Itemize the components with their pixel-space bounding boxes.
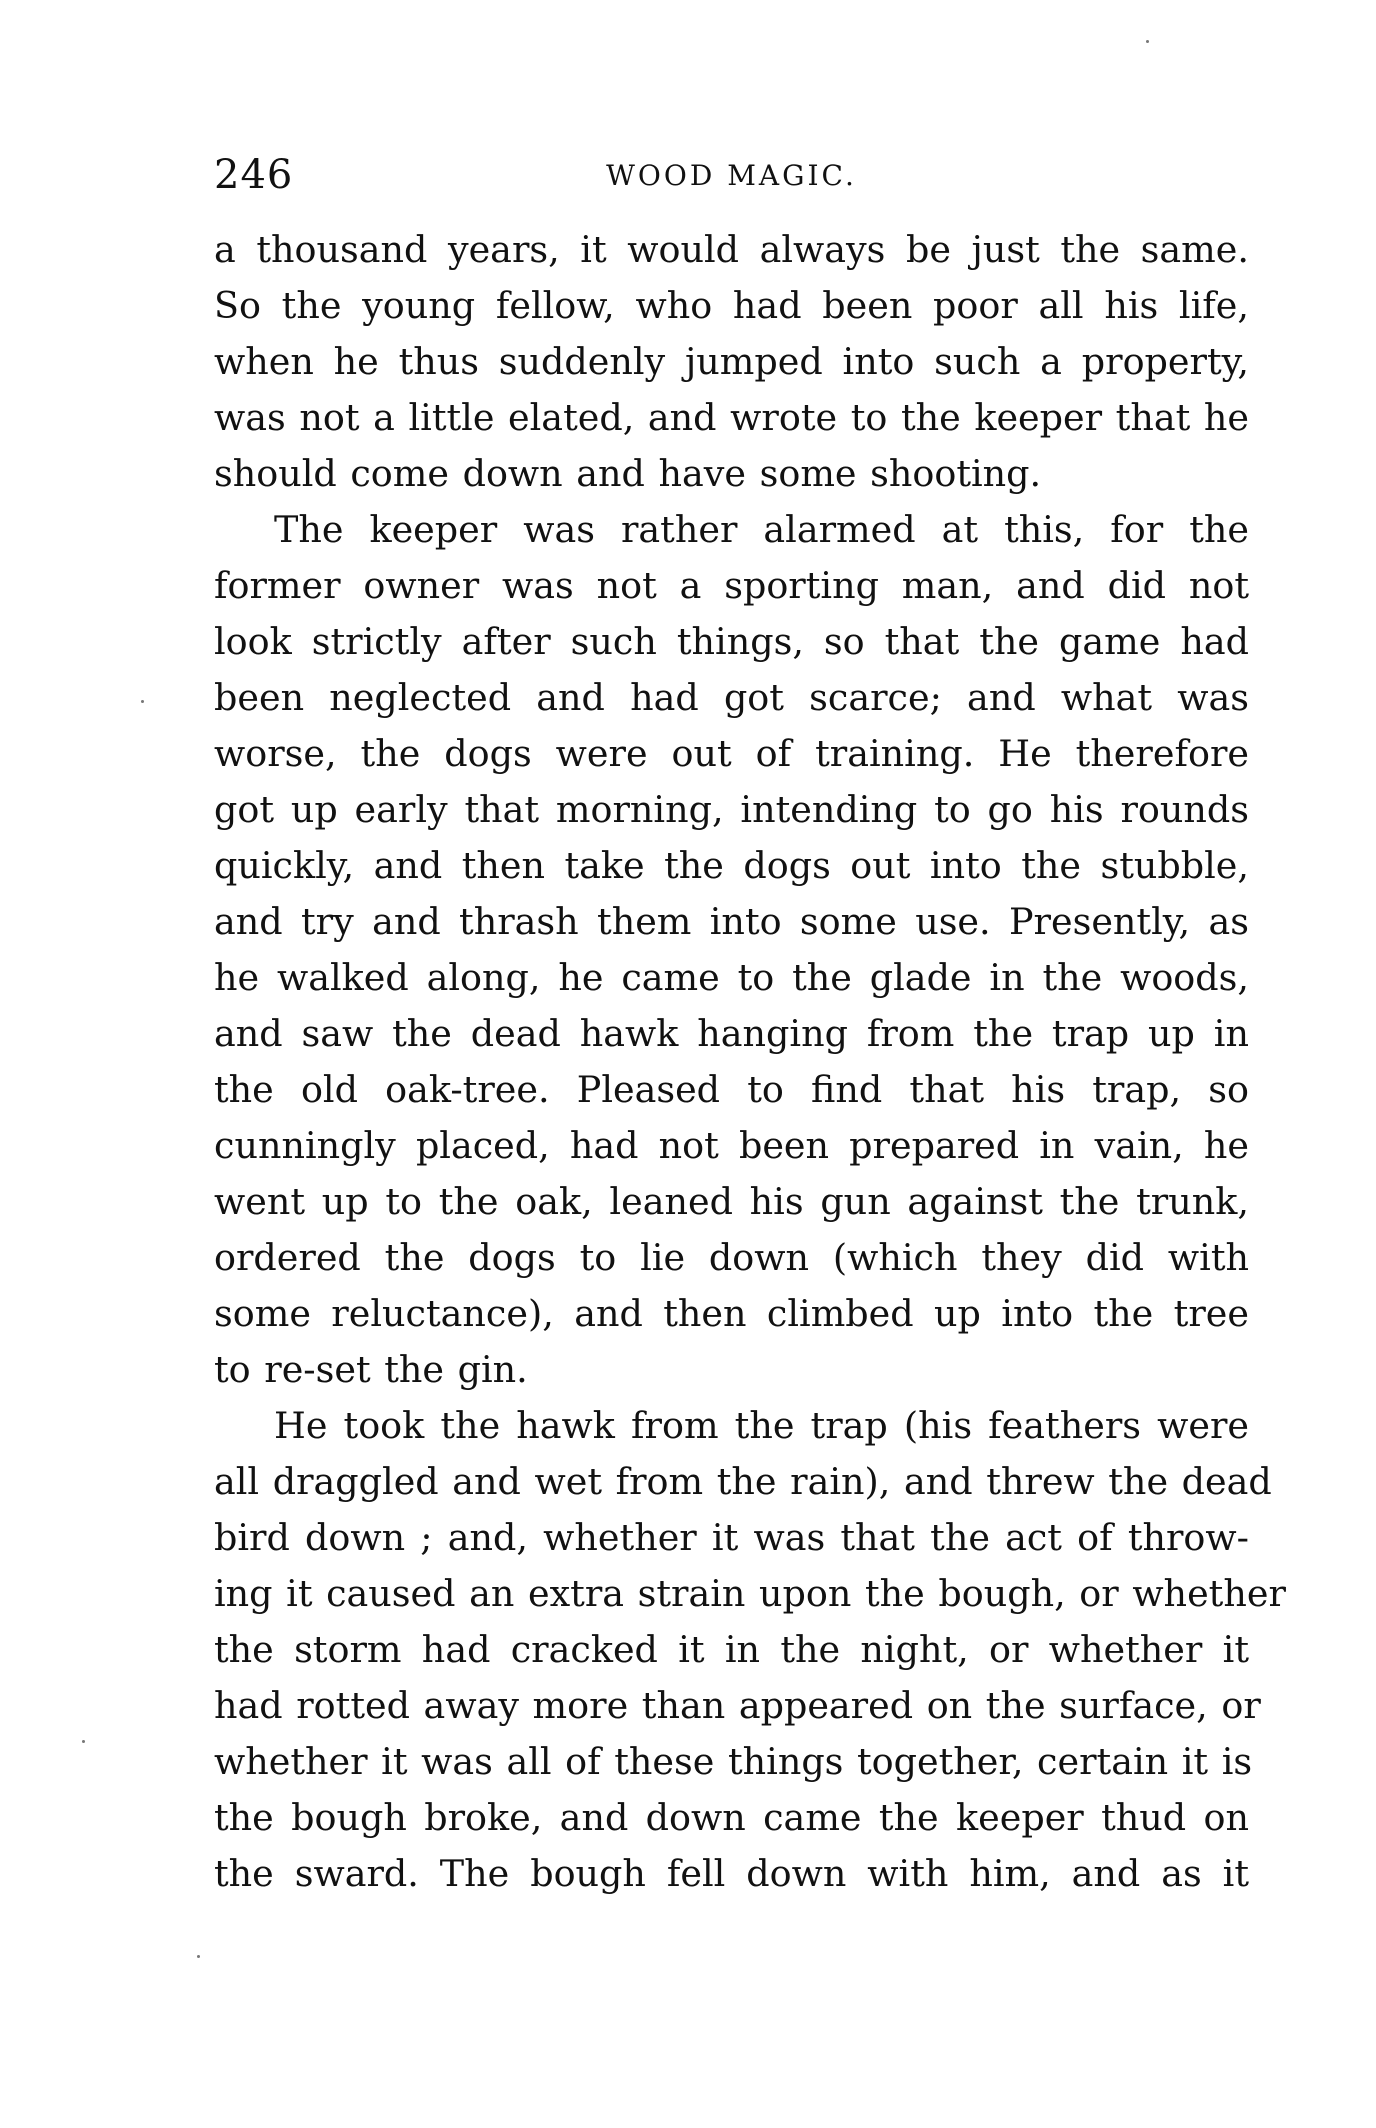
- text-line: the bough broke, and down came the keeper thud on: [214, 1796, 1249, 1839]
- text-line: was not a little elated, and wrote to the keeper that he: [214, 396, 1249, 439]
- text-line: the sward. The bough fell down with him, and as it: [214, 1852, 1249, 1895]
- paragraph-3: [214, 1398, 1286, 1902]
- body-text: [214, 222, 1286, 1902]
- text-line: So the young fellow, who had been poor all his life,: [214, 284, 1249, 327]
- text-line: ing it caused an extra strain upon the bough, or whether: [214, 1572, 1286, 1615]
- text-line: bird down ; and, whether it was that the act of throw-: [214, 1516, 1249, 1559]
- text-line: The keeper was rather alarmed at this, for the: [274, 508, 1249, 551]
- scan-speck: [197, 1955, 200, 1958]
- scan-speck: [82, 1740, 85, 1743]
- text-line: a thousand years, it would always be just the same.: [214, 228, 1249, 271]
- running-head: [214, 150, 1249, 200]
- text-line: ordered the dogs to lie down (which they did with: [214, 1236, 1249, 1279]
- scan-speck: [1146, 40, 1149, 43]
- text-line: when he thus suddenly jumped into such a property,: [214, 340, 1249, 383]
- paragraph-1: [214, 222, 1249, 502]
- text-line: and saw the dead hawk hanging from the trap up in: [214, 1012, 1249, 1055]
- text-line: the storm had cracked it in the night, or whether it: [214, 1628, 1249, 1671]
- text-line: former owner was not a sporting man, and did not: [214, 564, 1249, 607]
- text-line: got up early that morning, intending to go his rounds: [214, 788, 1249, 831]
- text-line: He took the hawk from the trap (his feathers were: [274, 1404, 1249, 1447]
- running-title: WOOD MAGIC.: [606, 159, 857, 192]
- paragraph-2: [214, 502, 1249, 1398]
- text-line: been neglected and had got scarce; and what was: [214, 676, 1249, 719]
- text-line: and try and thrash them into some use. Presently, as: [214, 900, 1249, 943]
- text-line: had rotted away more than appeared on the surface, or: [214, 1684, 1261, 1727]
- scan-speck: [141, 700, 144, 703]
- text-line: he walked along, he came to the glade in the woods,: [214, 956, 1249, 999]
- text-line: all draggled and wet from the rain), and threw the dead: [214, 1460, 1272, 1503]
- page-number: 246: [214, 152, 294, 198]
- text-line: look strictly after such things, so that the game had: [214, 620, 1249, 663]
- text-line: the old oak-tree. Pleased to find that his trap, so: [214, 1068, 1249, 1111]
- text-line: went up to the oak, leaned his gun against the trunk,: [214, 1180, 1249, 1223]
- text-line: should come down and have some shooting.: [214, 452, 1042, 495]
- text-line: quickly, and then take the dogs out into the stubble,: [214, 844, 1249, 887]
- text-line: cunningly placed, had not been prepared in vain, he: [214, 1124, 1249, 1167]
- text-line: to re-set the gin.: [214, 1348, 528, 1391]
- text-line: some reluctance), and then climbed up into the tree: [214, 1292, 1249, 1335]
- text-line: whether it was all of these things together, certain it is: [214, 1740, 1253, 1783]
- text-line: worse, the dogs were out of training. He therefore: [214, 732, 1249, 775]
